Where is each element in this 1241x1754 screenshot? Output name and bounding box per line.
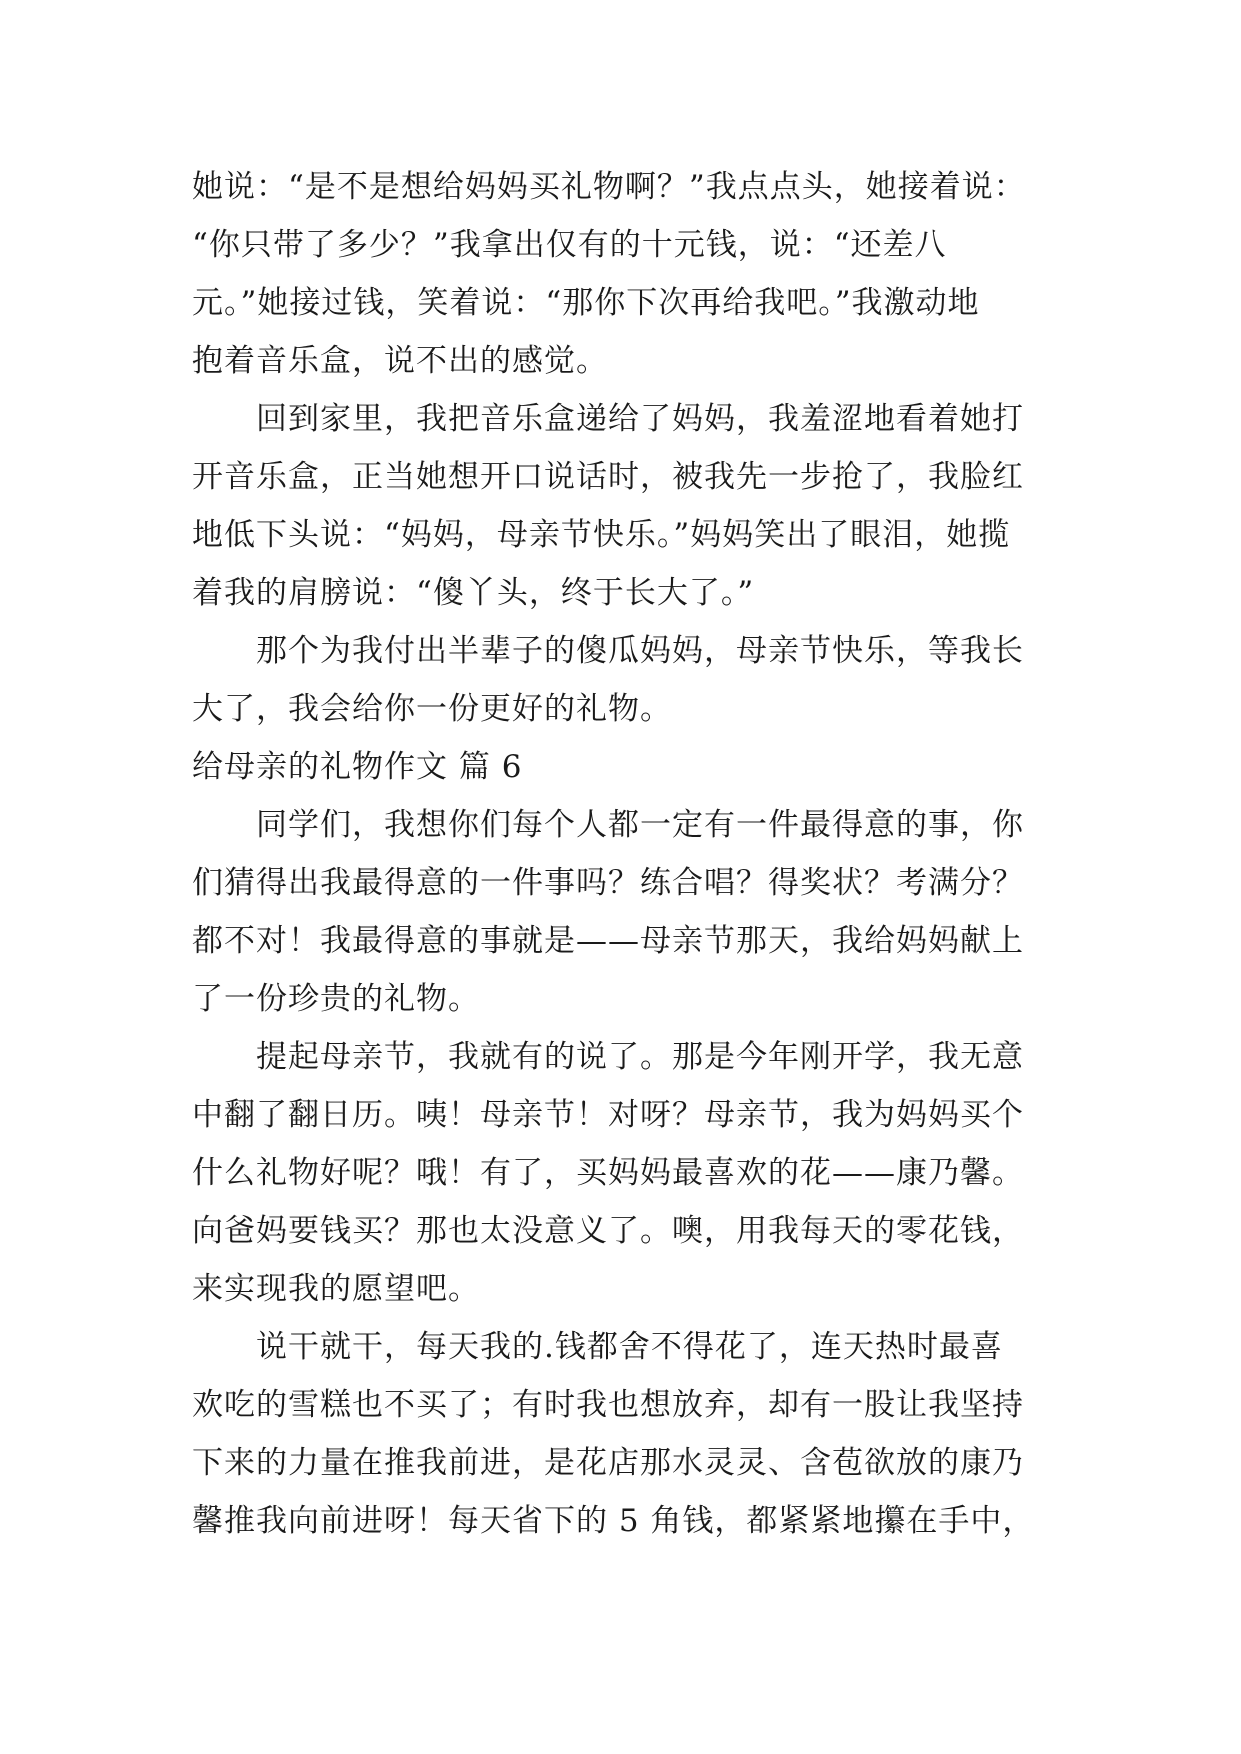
paragraph [192,622,1082,738]
paragraph [192,1318,1082,1550]
text-line: 下来的力量在推我前进，是花店那水灵灵、含苞欲放的康乃 [192,1445,1024,1481]
text-line: 大了，我会给你一份更好的礼物。 [192,691,672,727]
text-line: 都不对！我最得意的事就是——母亲节那天，我给妈妈献上 [192,923,1024,959]
paragraph [192,796,1082,1028]
text-line: 同学们，我想你们每个人都一定有一件最得意的事，你 [256,807,1024,843]
text-line: 向爸妈要钱买？那也太没意义了。噢，用我每天的零花钱， [192,1213,1024,1249]
text-line: 说干就干，每天我的.钱都舍不得花了，连天热时最喜 [256,1329,1003,1365]
text-line: 馨推我向前进呀！每天省下的 5 角钱，都紧紧地攥在手中， [192,1503,1035,1539]
text-line: 着我的肩膀说：“傻丫头，终于长大了。” [192,575,755,611]
text-line: 欢吃的雪糕也不买了；有时我也想放弃，却有一股让我坚持 [192,1387,1024,1423]
paragraph [192,390,1082,622]
text-line: 中翻了翻日历。咦！母亲节！对呀？母亲节，我为妈妈买个 [192,1097,1024,1133]
text-line: 来实现我的愿望吧。 [192,1271,480,1307]
text-line: 了一份珍贵的礼物。 [192,981,480,1017]
text-line: 抱着音乐盒，说不出的感觉。 [192,343,608,379]
text-line: 什么礼物好呢？哦！有了，买妈妈最喜欢的花——康乃馨。 [192,1155,1024,1191]
text-line: “你只带了多少？”我拿出仅有的十元钱，说：“还差八 [192,227,947,263]
text-line: 提起母亲节，我就有的说了。那是今年刚开学，我无意 [256,1039,1024,1075]
paragraph [192,158,1082,390]
document-body [192,158,1082,1550]
text-line: 元。”她接过钱，笑着说：“那你下次再给我吧。”我激动地 [192,285,980,321]
text-line: 回到家里，我把音乐盒递给了妈妈，我羞涩地看着她打 [256,401,1024,437]
text-line: 地低下头说：“妈妈，母亲节快乐。”妈妈笑出了眼泪，她揽 [192,517,1011,553]
section-heading: 给母亲的礼物作文 篇 6 [192,749,523,785]
text-line: 开音乐盒，正当她想开口说话时，被我先一步抢了，我脸红 [192,459,1024,495]
text-line: 她说：“是不是想给妈妈买礼物啊？”我点点头，她接着说： [192,169,1026,205]
text-line: 那个为我付出半辈子的傻瓜妈妈，母亲节快乐，等我长 [256,633,1024,669]
text-line: 们猜得出我最得意的一件事吗？练合唱？得奖状？考满分？ [192,865,1024,901]
paragraph [192,1028,1082,1318]
